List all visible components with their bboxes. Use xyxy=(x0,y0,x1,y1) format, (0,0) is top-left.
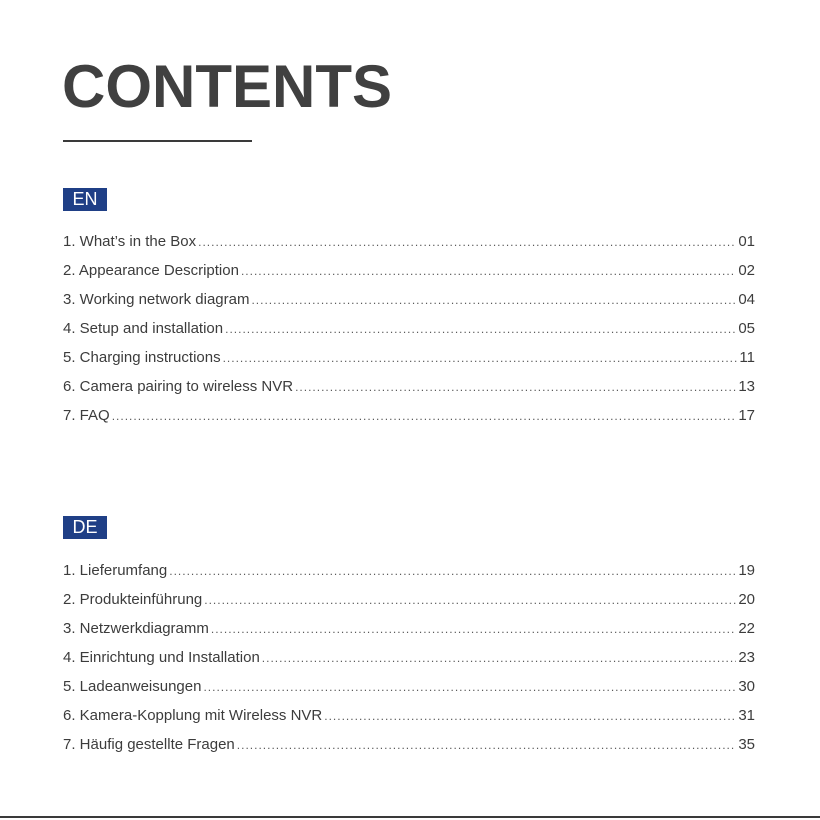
toc-entry-page: 11 xyxy=(739,349,755,366)
toc-leader-dots xyxy=(237,738,737,752)
toc-leader-dots xyxy=(203,680,736,694)
toc-leader-dots xyxy=(295,380,736,394)
toc-entry[interactable] xyxy=(63,707,755,736)
toc-entry[interactable] xyxy=(63,262,755,291)
toc-entry-label: 4. Einrichtung und Installation xyxy=(63,649,260,666)
toc-leader-dots xyxy=(198,235,736,249)
toc-entry-page: 30 xyxy=(738,678,755,695)
toc-entry-page: 20 xyxy=(738,591,755,608)
page-title: CONTENTS xyxy=(62,53,392,120)
toc-entry[interactable] xyxy=(63,591,755,620)
language-badge-en: EN xyxy=(63,188,107,211)
toc-leader-dots xyxy=(211,622,736,636)
toc-entry-label: 7. FAQ xyxy=(63,407,110,424)
toc-entry-label: 6. Kamera-Kopplung mit Wireless NVR xyxy=(63,707,323,724)
toc-leader-dots xyxy=(204,593,736,607)
toc-entry-label: 1. What’s in the Box xyxy=(63,233,197,250)
toc-entry[interactable] xyxy=(63,407,755,436)
toc-entry[interactable] xyxy=(63,562,755,591)
toc-entry-page: 13 xyxy=(738,378,755,395)
toc-leader-dots xyxy=(241,264,736,278)
toc-entry-page: 31 xyxy=(738,707,755,724)
bottom-rule xyxy=(0,816,820,818)
toc-entry-label: 2. Appearance Description xyxy=(63,262,239,279)
toc-entry-label: 3. Working network diagram xyxy=(63,291,250,308)
toc-leader-dots xyxy=(225,322,736,336)
title-underline xyxy=(63,140,252,142)
toc-entry[interactable] xyxy=(63,378,755,407)
toc-entry-page: 19 xyxy=(738,562,755,579)
toc-leader-dots xyxy=(251,293,736,307)
toc-entry-page: 01 xyxy=(738,233,755,250)
language-badge-de: DE xyxy=(63,516,107,539)
toc-entry[interactable] xyxy=(63,291,755,320)
toc-entry-page: 04 xyxy=(738,291,755,308)
toc-entry-label: 2. Produkteinführung xyxy=(63,591,203,608)
toc-entry[interactable] xyxy=(63,620,755,649)
toc-entry[interactable] xyxy=(63,233,755,262)
toc-entry-page: 02 xyxy=(738,262,755,279)
toc-list-de xyxy=(63,562,755,765)
toc-leader-dots xyxy=(169,564,736,578)
toc-entry[interactable] xyxy=(63,320,755,349)
toc-entry-page: 17 xyxy=(738,407,755,424)
toc-entry-page: 22 xyxy=(738,620,755,637)
toc-leader-dots xyxy=(223,351,738,365)
toc-entry-label: 5. Charging instructions xyxy=(63,349,221,366)
toc-leader-dots xyxy=(262,651,737,665)
toc-entry-label: 1. Lieferumfang xyxy=(63,562,168,579)
toc-entry-label: 7. Häufig gestellte Fragen xyxy=(63,736,235,753)
toc-entry-label: 4. Setup and installation xyxy=(63,320,224,337)
toc-entry-label: 5. Ladeanweisungen xyxy=(63,678,202,695)
toc-leader-dots xyxy=(112,409,737,423)
toc-leader-dots xyxy=(324,709,736,723)
toc-entry[interactable] xyxy=(63,736,755,765)
toc-list-en xyxy=(63,233,755,436)
toc-entry[interactable] xyxy=(63,349,755,378)
toc-entry-label: 3. Netzwerkdiagramm xyxy=(63,620,209,637)
toc-entry-page: 35 xyxy=(738,736,755,753)
toc-entry-label: 6. Camera pairing to wireless NVR xyxy=(63,378,294,395)
toc-entry[interactable] xyxy=(63,649,755,678)
toc-entry-page: 05 xyxy=(738,320,755,337)
toc-entry[interactable] xyxy=(63,678,755,707)
toc-entry-page: 23 xyxy=(738,649,755,666)
